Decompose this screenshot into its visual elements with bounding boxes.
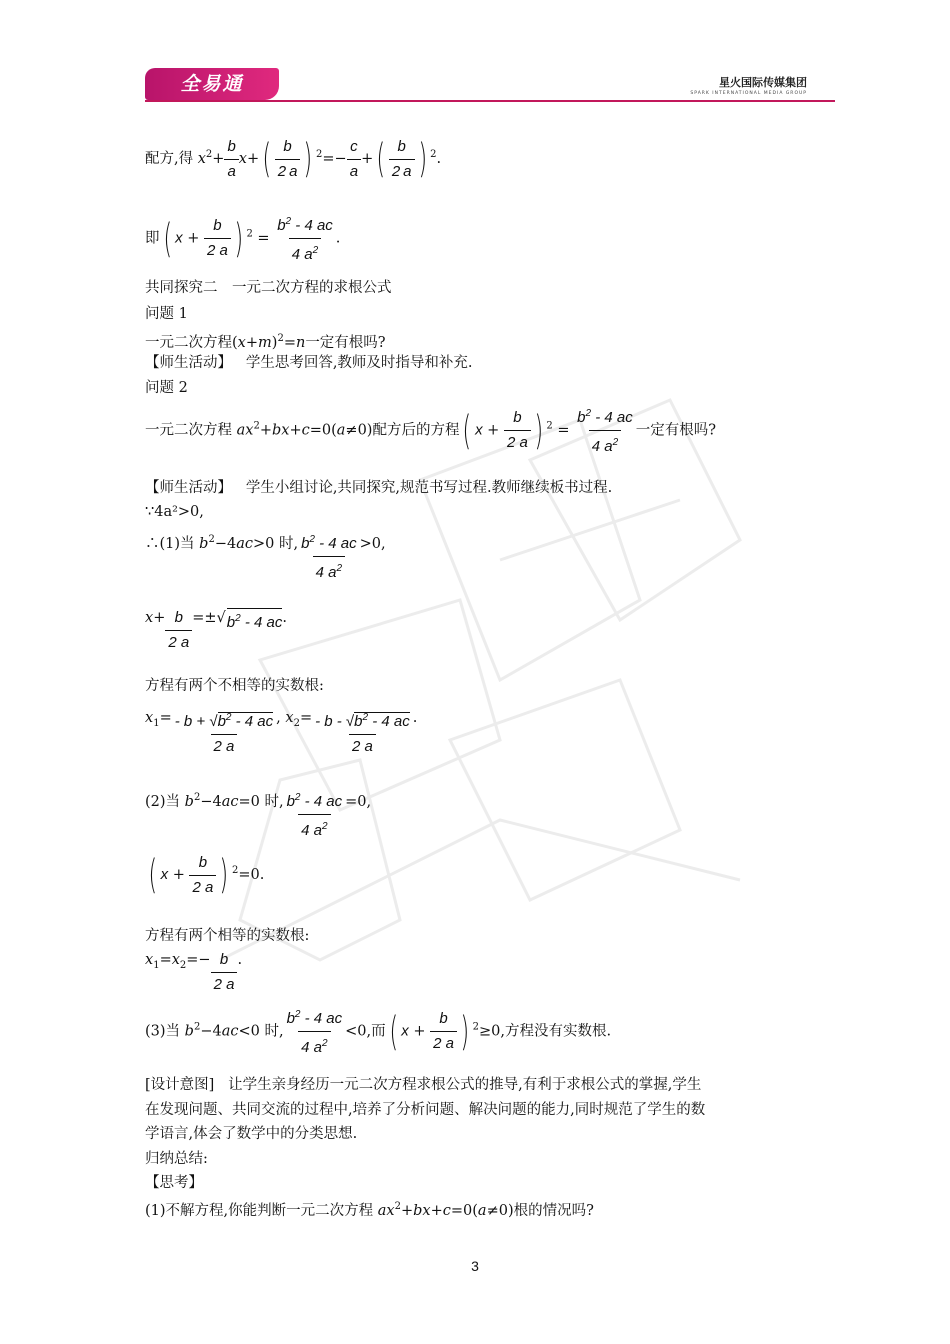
because-line: ∵4a²>0, xyxy=(145,504,204,520)
design-intent-line-3: 学语言,体会了数学中的分类思想. xyxy=(145,1126,358,1142)
section-title: 共同探究二 一元二次方程的求根公式 xyxy=(145,280,392,296)
think-tag: 【思考】 xyxy=(145,1175,203,1191)
roots-equal-formula: $x_1=x_2=-$ $\frac{b}{2 a}$ . xyxy=(145,951,243,993)
question-2-title: 问题 2 xyxy=(145,380,188,396)
publisher-name-en: SPARK INTERNATIONAL MEDIA GROUP xyxy=(690,91,807,96)
case-2-square-zero: ( x + $\frac{b}{2 a}$ ) $^2$=0. xyxy=(148,852,265,898)
roots-unequal-label: 方程有两个不相等的实数根: xyxy=(145,678,324,694)
publisher-mark xyxy=(690,74,807,96)
design-intent-line-1: [设计意图] 让学生亲身经历一元二次方程求根公式的推导,有利于求根公式的掌握,学生 xyxy=(145,1077,702,1093)
page-number: 3 xyxy=(471,1258,479,1274)
publisher-name-cn: 星火国际传媒集团 xyxy=(719,76,807,89)
case-1-line: ∴(1)当 $b^2-4ac>0$ 时, $\frac{b^2 - 4 ac}{4 a^2}$ >0, xyxy=(145,534,386,581)
case-3-line: (3)当 $b^2-4ac<0$ 时, $\frac{b^2 - 4 ac}{4 a^2}$ <0,而( x + $\frac{b}{2 a}$ ) $^2$≥0,方程没有实数根. xyxy=(145,1008,612,1056)
completing-square-line: 配方,得 $x^2+$ $\frac{b}{a}$ x+( $\frac{b}{2 a}$ ) $^2$=− $\frac{c}{a}$ +( $\frac{b}{2 a}$ ) $^2$. xyxy=(145,136,442,182)
case-1-root-step: x+ $\frac{b}{2 a}$ =±√ $b^2 - 4$ ac . xyxy=(145,609,287,651)
roots-equal-label: 方程有两个相等的实数根: xyxy=(145,928,310,944)
activity-1: 【师生活动】 学生思考回答,教师及时指导和补充. xyxy=(145,355,473,371)
question-1-title: 问题 1 xyxy=(145,306,188,322)
think-question-1: (1)不解方程,你能判断一元二次方程 $ax^2+bx+c=0(a\ne 0)$根的情况吗? xyxy=(145,1201,594,1219)
header-divider xyxy=(145,100,835,102)
case-2-line: (2)当 $b^2-4ac=0$ 时, $\frac{b^2 - 4 ac}{4 a^2}$ =0, xyxy=(145,792,372,839)
question-1-text: 一元二次方程$(x+m)^2=n$一定有根吗? xyxy=(145,333,386,351)
question-2-text: 一元二次方程 $ax^2+bx+c=0(a\ne 0)$配方后的方程( x + $\frac{b}{2 a}$ ) $^2$ = $\frac{b^2 - 4 ac}{4 a^2}$ 一定有根吗? xyxy=(145,407,717,455)
summary-label: 归纳总结: xyxy=(145,1151,208,1167)
activity-2: 【师生活动】 学生小组讨论,共同探究,规范书写过程.教师继续板书过程. xyxy=(145,480,613,496)
roots-unequal-formula: $x_1=$ $\frac{- b + √b^2 - 4 ac}{2 a}$ , $x_2=$ $\frac{- b - √b^2 - 4 ac}{2 a}$ . xyxy=(145,710,418,755)
design-intent-line-2: 在发现问题、共同交流的过程中,培养了分析问题、解决问题的能力,同时规范了学生的数 xyxy=(145,1102,706,1118)
squared-form-line: 即( x + $\frac{b}{2 a}$ ) $^2$ = $\frac{b^2 - 4 ac}{4 a^2}$ . xyxy=(145,215,341,263)
brand-logo: 全易通 xyxy=(145,68,279,100)
